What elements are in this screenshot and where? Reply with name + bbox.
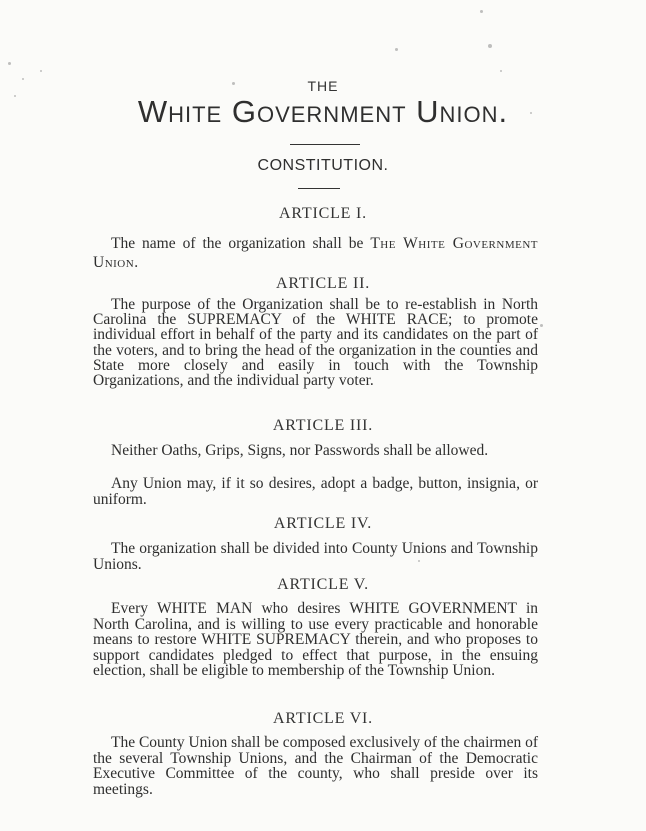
scan-speck bbox=[8, 62, 11, 65]
document-title: White Government Union. bbox=[137, 94, 509, 129]
subtitle-divider bbox=[298, 188, 340, 189]
article-heading: ARTICLE IV. bbox=[273, 515, 373, 532]
article-heading: ARTICLE V. bbox=[277, 576, 369, 593]
article-heading: ARTICLE III. bbox=[272, 417, 374, 434]
scan-speck bbox=[488, 44, 492, 48]
article-text bbox=[93, 234, 538, 272]
scan-speck bbox=[480, 10, 483, 13]
article-text: Every WHITE MAN who desires WHITE GOVERNMENT in North Carolina, and is willing to use every practicable and honorable means to restore WHITE SUPREMACY therein, and who proposes to support candidates pledged to effect that purpose, in the ensuing election, shall be eligible to membership of the Township Union. bbox=[93, 600, 538, 679]
organization-name: The White Government Union. bbox=[93, 235, 538, 271]
scan-speck bbox=[40, 70, 42, 72]
article-text: The organization shall be divided into County Unions and Township Unions. bbox=[93, 540, 538, 573]
article-heading: ARTICLE I. bbox=[279, 205, 367, 222]
title-prefix: THE bbox=[307, 78, 339, 94]
article-heading: ARTICLE VI. bbox=[273, 710, 373, 727]
article-text-lead: The name of the organization shall be bbox=[111, 235, 371, 252]
document-subtitle: CONSTITUTION. bbox=[257, 157, 389, 174]
title-divider bbox=[290, 144, 360, 145]
scan-speck bbox=[500, 70, 502, 72]
article-heading: ARTICLE II. bbox=[275, 275, 371, 292]
article-text: Neither Oaths, Grips, Signs, nor Passwords shall be allowed. bbox=[111, 442, 489, 459]
article-text: The purpose of the Organization shall be to re-establish in North Carolina the SUPREMACY of the WHITE RACE; to promote individual effort in behalf of the party and its candidates on the part of the voters, and to bring the head of the organization in the counties and State more closely and easily in touch with the Township Organizations, and the individual party voter. bbox=[93, 296, 538, 390]
article-text: The County Union shall be composed exclusively of the chairmen of the several Township Unions, and the Chairman of the Democratic Executive Committee of the county, who shall preside over its meetings. bbox=[93, 734, 539, 798]
scan-speck bbox=[540, 324, 543, 327]
article-text: Any Union may, if it so desires, adopt a badge, button, insignia, or uniform. bbox=[93, 475, 538, 508]
scan-speck bbox=[395, 48, 398, 51]
